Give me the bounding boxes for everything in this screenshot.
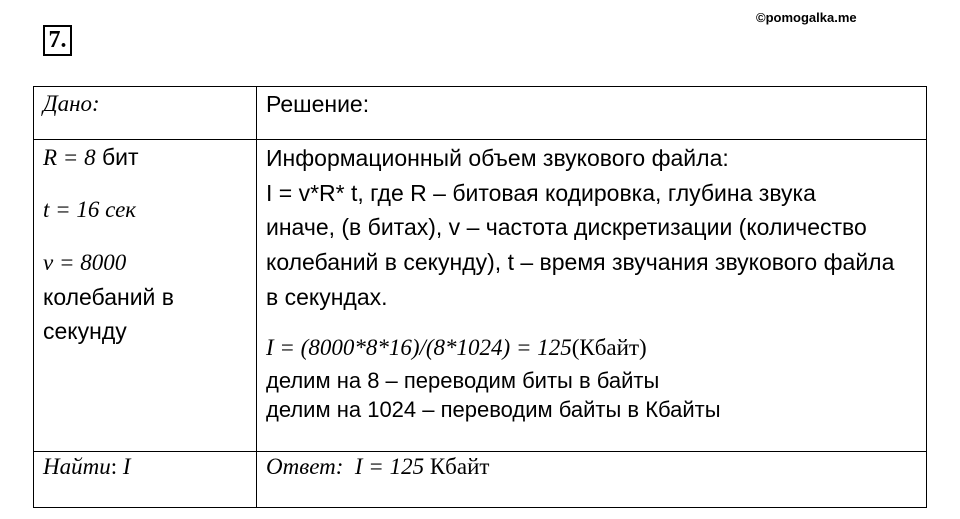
given-v-unit-line2: секунду	[43, 318, 127, 344]
given-R-unit: бит	[95, 144, 139, 170]
note-line-2: делим на 1024 – переводим байты в Кбайты	[266, 397, 721, 422]
solution-table	[33, 86, 927, 508]
row-divider-footer	[34, 451, 926, 452]
given-t: t = 16 сек	[43, 197, 137, 222]
watermark: ©pomogalka.me	[756, 10, 857, 25]
answer-expr: I = 125	[343, 454, 425, 479]
note-line-1: делим на 8 – переводим биты в байты	[266, 368, 660, 393]
find-label-sep: :	[110, 454, 123, 479]
solution-line-3: иначе, (в битах), v – частота дискретизации (количество	[266, 214, 867, 240]
formula-line	[266, 335, 647, 361]
answer-label: Ответ:	[266, 454, 344, 479]
find-label-word: Найти	[43, 454, 111, 479]
given-R-expr: R = 8	[43, 145, 96, 170]
row-divider-header	[34, 139, 926, 140]
solution-line-1: Информационный объем звукового файла:	[266, 145, 729, 171]
solution-label: Решение:	[266, 91, 370, 117]
column-divider	[256, 87, 257, 507]
answer-line	[266, 454, 489, 480]
given-v: v = 8000	[43, 250, 127, 275]
solution-line-4: колебаний в секунду), t – время звучания звукового файла	[266, 249, 895, 275]
problem-number: 7.	[43, 25, 72, 56]
solution-line-2: I = v*R* t, где R – битовая кодировка, глубина звука	[266, 180, 816, 206]
given-label: Дано:	[43, 91, 100, 116]
answer-unit: Кбайт	[424, 454, 490, 479]
find-label	[43, 454, 131, 480]
solution-line-5: в секундах.	[266, 284, 388, 310]
formula-unit: (Кбайт)	[571, 335, 647, 360]
given-R	[43, 144, 139, 171]
formula-expr: I = (8000*8*16)/(8*1024) = 125	[266, 335, 572, 360]
find-label-var: I	[122, 454, 131, 479]
given-v-unit-line1: колебаний в	[43, 284, 175, 310]
